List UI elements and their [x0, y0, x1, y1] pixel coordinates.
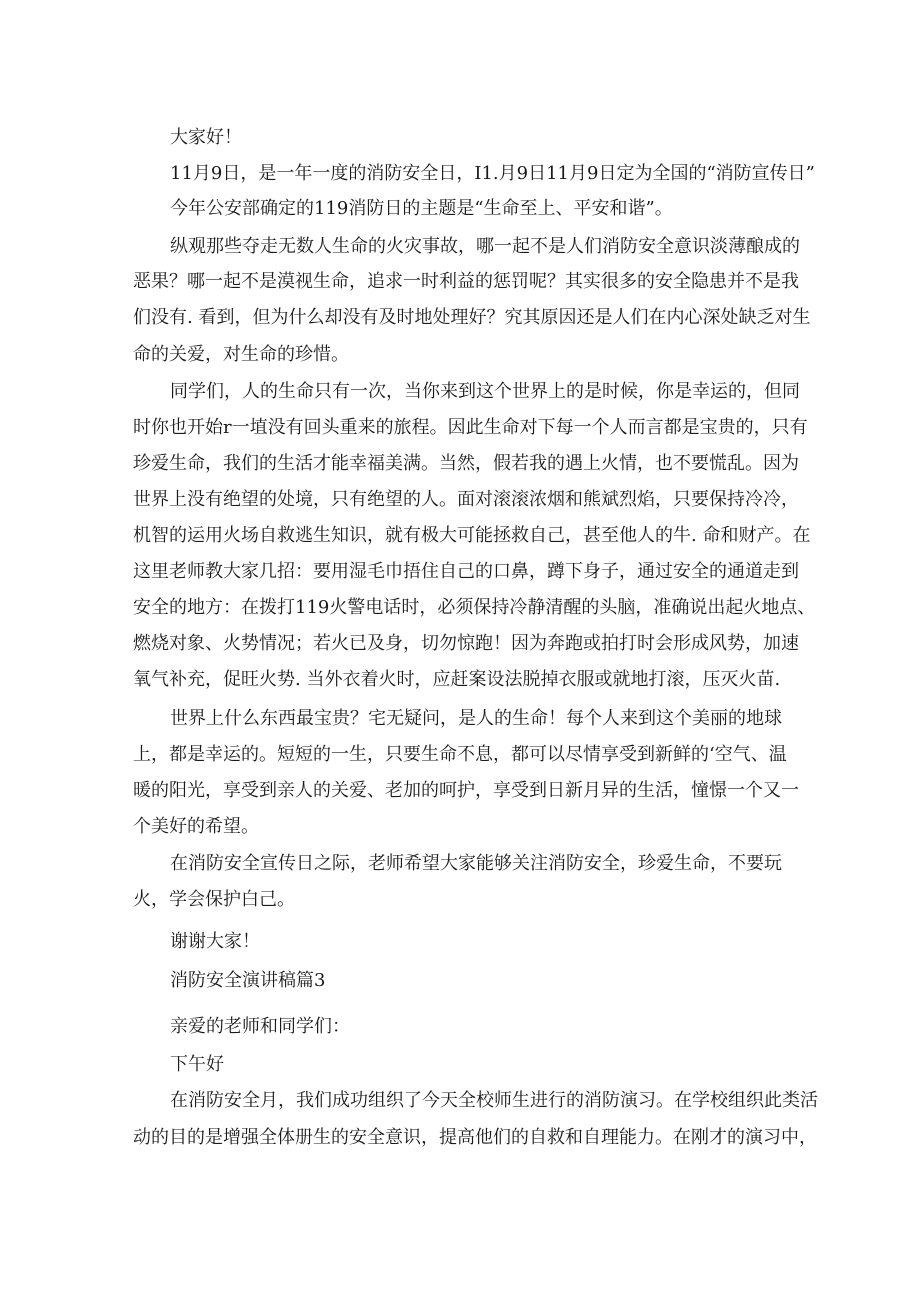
text-line: 安全的地方：在拨打119火警电话时，必须保持冷静清醒的头脑，准确说出起火地点、	[133, 597, 816, 618]
text-line: 火，学会保护白己。	[133, 889, 295, 910]
text-line: 在消防安全月，我们成功组织了今天全校师生进行的消防演习。在学校组织此类活	[170, 1090, 818, 1111]
text-line: 暖的阳光，享受到亲人的关爱、老加的呵护，享受到日新月异的生活，憧憬一个又一	[133, 780, 799, 801]
text-line: 命的关爱，对生命的珍惜。	[133, 344, 349, 365]
text-line: 珍爱生命，我们的生活才能幸福美满。当然，假若我的遇上火情，也不要慌乱。因为	[133, 453, 799, 474]
text-line: 燃烧对象、火势情况；若火已及身，切勿惊跑！因为奔跑或拍打时会形成风势，加速	[133, 633, 799, 654]
text-line: 同学们，人的生命只有一次，当你来到这个世界上的是时候，你是幸运的，但同	[170, 381, 800, 402]
text-line: 纵观那些夺走无数人生命的火灾事故，哪一起不是人们消防安全意识淡薄酿成的	[170, 236, 800, 257]
text-line: 谢谢大家！	[170, 931, 260, 952]
text-line: 上，都是幸运的。短短的一生，只要生命不息，都可以尽情享受到新鲜的‘空气、温	[133, 744, 787, 765]
text-line: 时你也开始r一埴没有回头重来的旅程。因此生命对下每一个人而言都是宝贵的，只有	[133, 417, 808, 438]
text-line: 们没有. 看到，但为什么却没有及时地处理好？究其原因还是人们在内心深处缺乏对生	[133, 307, 811, 328]
text-line: 下午好	[170, 1054, 224, 1075]
text-line: 在消防安全宣传日之际，老师希望大家能够关注消防安全，珍爱生命，不要玩	[170, 853, 782, 874]
text-line: 个美好的希望。	[133, 816, 259, 837]
text-line: 世界上什么东西最宝贵？宅无疑问，是人的生命！每个人来到这个美丽的地球	[170, 708, 782, 729]
section-heading: 消防安全演讲稿篇3	[170, 970, 326, 991]
text-line: 世界上没有绝望的处境，只有绝望的人。面对滚滚浓烟和熊斌烈焰，只要保持冷冷，	[133, 489, 799, 510]
salutation: 亲爱的老师和同学们：	[170, 1016, 350, 1037]
text-line: 动的目的是增强全体册生的安全意识，提高他们的自救和自理能力。在刚才的演习中，	[133, 1127, 817, 1148]
text-line: 11月9日，是一年一度的消防安全日，I1.月9日11月9日定为全国的“消防宣传日”	[170, 163, 815, 184]
text-line: 恶果？哪一起不是漠视生命，追求一时利益的惩罚呢？其实很多的安全隐患并不是我	[133, 271, 799, 292]
text-line: 大家好！	[170, 127, 242, 148]
text-line: 今年公安部确定的119消防日的主题是“生命至上、平安和谐”。	[170, 198, 673, 219]
text-line: 机智的运用火场自救逃生知识，就有极大可能拯救自己，甚至他人的牛. 命和财产。在	[133, 525, 811, 546]
text-line: 氧气补充，促旺火势. 当外衣着火时，应赶案设法脱掉衣服或就地打滚，压灭火苗.	[133, 669, 781, 690]
text-line: 这里老师教大家几招：要用湿毛巾捂住自己的口鼻，蹲下身子，通过安全的通道走到	[133, 561, 799, 582]
